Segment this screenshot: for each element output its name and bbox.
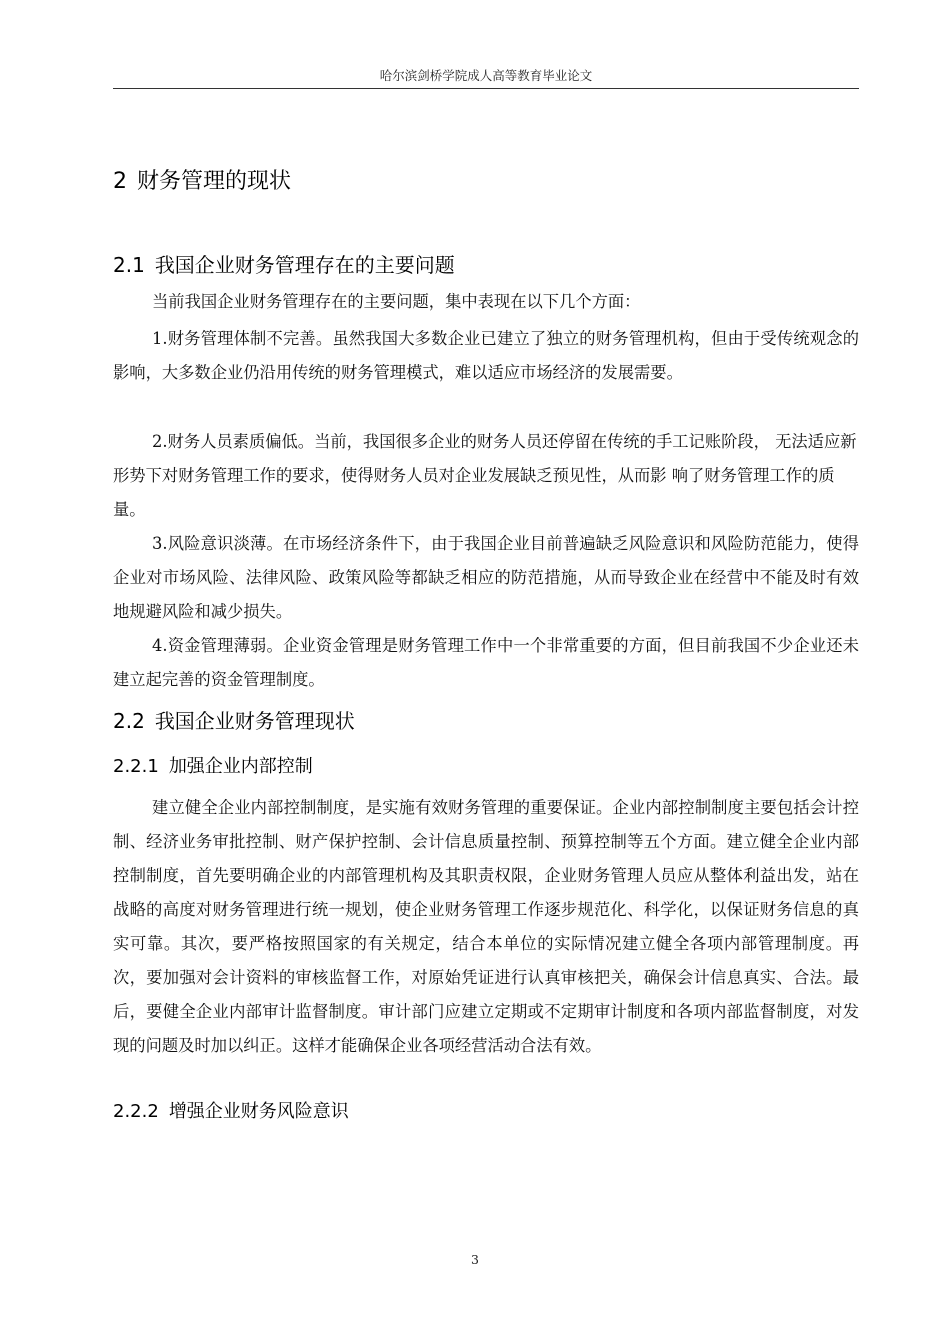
section-heading-2-2 [113, 705, 355, 734]
section-number: 2.2.2 [113, 1101, 159, 1122]
running-header: 哈尔滨剑桥学院成人高等教育毕业论文 [379, 68, 593, 83]
section-heading-2-2-1 [113, 752, 313, 778]
section-title: 财务管理的现状 [137, 169, 292, 194]
section-number: 2.2 [113, 709, 145, 733]
paragraph-internal-control: 建立健全企业内部控制制度，是实施有效财务管理的重要保证。企业内部控制制度主要包括会计控制、经济业务审批控制、财产保护控制、会计信息质量控制、预算控制等五个方面。建立健全企业内部控制制度，首先要明确企业的内部管理机构及其职责权限，企业财务管理人员应从整体利益出发，站在战略的高度对财务管理进行统一规划，使企业财务管理工作逐步规范化、科学化，以保证财务信息的真实可靠。其次，要严格按照国家的有关规定，结合本单位的实际情况建立健全各项内部管理制度。再次，要加强对会计资料的审核监督工作，对原始凭证进行认真审核把关，确保会计信息真实、合法。最后，要健全企业内部审计监督制度。审计部门应建立定期或不定期审计制度和各项内部监督制度，对发现的问题及时加以纠正。这样才能确保企业各项经营活动合法有效。 [113, 798, 859, 1055]
paragraph-intro: 当前我国企业财务管理存在的主要问题，集中表现在以下几个方面： [152, 292, 641, 311]
section-title: 增强企业财务风险意识 [168, 1101, 349, 1122]
section-title: 加强企业内部控制 [168, 756, 313, 777]
section-heading-2 [113, 164, 291, 195]
section-title: 我国企业财务管理现状 [154, 709, 355, 733]
section-heading-2-2-2 [113, 1097, 349, 1123]
section-number: 2.1 [113, 253, 145, 277]
page-number: 3 [471, 1252, 479, 1267]
section-number: 2.2.1 [113, 756, 159, 777]
section-title: 我国企业财务管理存在的主要问题 [154, 253, 455, 277]
paragraph-item-4: 4.资金管理薄弱。企业资金管理是财务管理工作中一个非常重要的方面，但目前我国不少企业还未建立起完善的资金管理制度。 [113, 636, 859, 689]
section-heading-2-1 [113, 249, 455, 278]
section-number: 2 [113, 169, 127, 194]
paragraph-item-2: 2.财务人员素质偏低。当前，我国很多企业的财务人员还停留在传统的手工记账阶段， 无法适应新形势下对财务管理工作的要求，使得财务人员对企业发展缺乏预见性，从而影 响了财务管理工作的质量。 [113, 432, 857, 519]
header-divider [113, 88, 859, 89]
paragraph-item-1: 1.财务管理体制不完善。虽然我国大多数企业已建立了独立的财务管理机构，但由于受传统观念的影响，大多数企业仍沿用传统的财务管理模式，难以适应市场经济的发展需要。 [113, 329, 859, 382]
paragraph-item-3: 3.风险意识淡薄。在市场经济条件下，由于我国企业目前普遍缺乏风险意识和风险防范能力，使得企业对市场风险、法律风险、政策风险等都缺乏相应的防范措施，从而导致企业在经营中不能及时有效地规避风险和减少损失。 [113, 534, 859, 621]
